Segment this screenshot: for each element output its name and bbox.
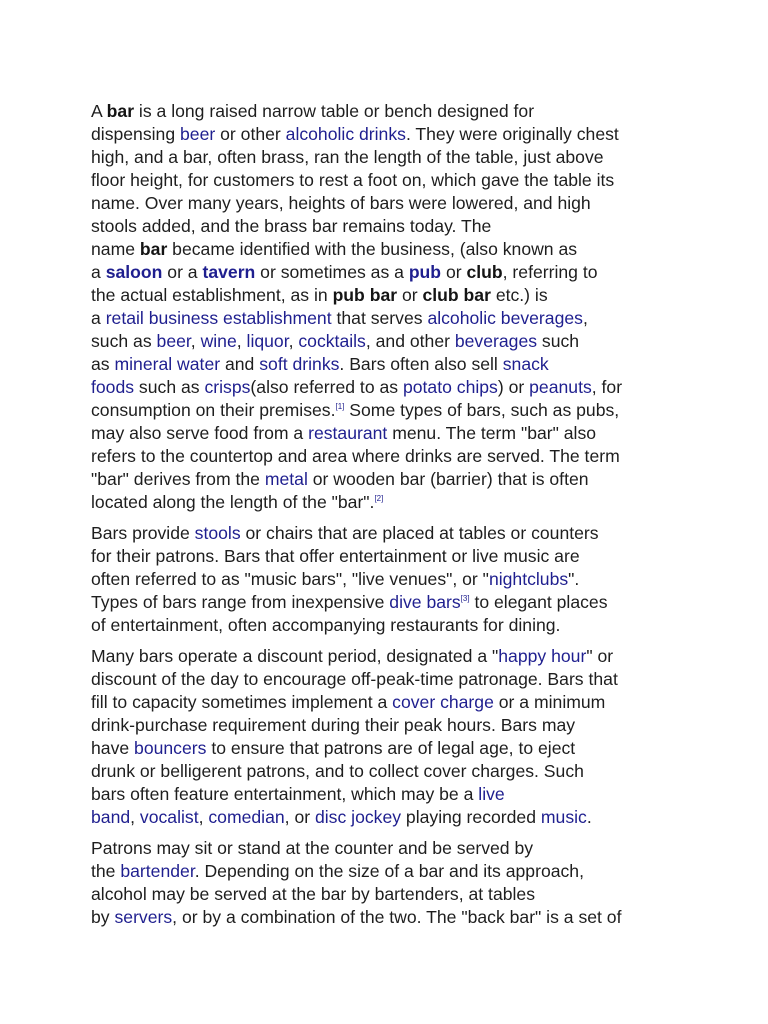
text-run: . — [586, 807, 592, 827]
bold-hyperlink[interactable]: saloon — [105, 262, 163, 282]
text-line — [91, 215, 691, 238]
hyperlink[interactable]: retail business establishment — [105, 308, 332, 328]
text-line — [91, 261, 691, 284]
text-run: a — [91, 262, 106, 282]
text-line — [91, 445, 691, 468]
text-line — [91, 806, 691, 829]
text-run: A — [91, 101, 107, 121]
bold-term: bar — [106, 101, 135, 121]
text-line — [91, 591, 691, 614]
text-run: Bars provide — [91, 523, 195, 543]
text-line — [91, 645, 691, 668]
hyperlink[interactable]: mineral water — [114, 354, 221, 374]
text-run: refers to the countertop and area where drinks are served. The term — [91, 446, 620, 466]
text-run: , — [288, 331, 299, 351]
text-run: to ensure that patrons are of legal age, to eject — [206, 738, 576, 758]
text-run: Some types of bars, such as pubs, — [344, 400, 620, 420]
text-run: Many bars operate a discount period, designated a " — [91, 646, 499, 666]
hyperlink[interactable]: potato chips — [402, 377, 498, 397]
text-run: alcohol may be served at the bar by bartenders, at tables — [91, 884, 536, 904]
text-run: , — [190, 331, 201, 351]
text-run: ) or — [497, 377, 530, 397]
text-run: became identified with the business, (also known as — [167, 239, 578, 259]
hyperlink[interactable]: bartender — [120, 861, 195, 881]
text-run: the actual establishment, as in — [91, 285, 333, 305]
text-run: ". — [568, 569, 580, 589]
citation-link[interactable]: [2] — [374, 494, 384, 503]
hyperlink[interactable]: alcoholic drinks — [285, 124, 406, 144]
text-run: playing recorded — [401, 807, 541, 827]
text-run: name — [91, 239, 140, 259]
text-line — [91, 146, 691, 169]
hyperlink[interactable]: metal — [264, 469, 308, 489]
text-run: often referred to as "music bars", "live venues", or " — [91, 569, 489, 589]
text-run: fill to capacity sometimes implement a — [91, 692, 393, 712]
text-line — [91, 330, 691, 353]
text-run: drunk or belligerent patrons, and to collect cover charges. Such — [91, 761, 584, 781]
hyperlink[interactable]: crisps — [204, 377, 251, 397]
text-run: or sometimes as a — [255, 262, 409, 282]
hyperlink[interactable]: alcoholic beverages — [427, 308, 583, 328]
text-run: to elegant places — [469, 592, 608, 612]
text-run: or a minimum — [493, 692, 606, 712]
text-run: . Bars often also sell — [339, 354, 503, 374]
text-line — [91, 760, 691, 783]
text-run: dispensing — [91, 124, 181, 144]
text-line — [91, 522, 691, 545]
text-run: , — [236, 331, 247, 351]
text-run: located along the length of the "bar". — [91, 492, 375, 512]
bold-hyperlink[interactable]: tavern — [202, 262, 256, 282]
hyperlink[interactable]: nightclubs — [488, 569, 569, 589]
bold-hyperlink[interactable]: pub — [408, 262, 442, 282]
text-run: of entertainment, often accompanying restaurants for dining. — [91, 615, 561, 635]
text-line — [91, 100, 691, 123]
paragraph — [91, 837, 691, 929]
text-run: or — [441, 262, 467, 282]
hyperlink[interactable]: beer — [156, 331, 191, 351]
text-run: and — [220, 354, 260, 374]
text-line — [91, 737, 691, 760]
text-line — [91, 422, 691, 445]
article-body — [91, 100, 691, 937]
text-run: . Depending on the size of a bar and its approach, — [194, 861, 584, 881]
text-run: name. Over many years, heights of bars were lowered, and high — [91, 193, 591, 213]
text-run: , referring to — [502, 262, 598, 282]
text-line — [91, 668, 691, 691]
hyperlink[interactable]: cover charge — [392, 692, 494, 712]
hyperlink[interactable]: beverages — [454, 331, 538, 351]
text-line — [91, 123, 691, 146]
text-run: may also serve food from a — [91, 423, 309, 443]
text-run: for their patrons. Bars that offer entertainment or live music are — [91, 546, 580, 566]
text-line — [91, 691, 691, 714]
text-run: drink-purchase requirement during their peak hours. Bars may — [91, 715, 576, 735]
text-run: , and other — [365, 331, 455, 351]
text-line — [91, 169, 691, 192]
hyperlink[interactable]: stools — [194, 523, 241, 543]
text-run: " or — [586, 646, 614, 666]
text-line — [91, 307, 691, 330]
text-run: or chairs that are placed at tables or counters — [240, 523, 599, 543]
hyperlink[interactable]: dive bars — [389, 592, 461, 612]
text-run: consumption on their premises. — [91, 400, 336, 420]
hyperlink[interactable]: liquor — [246, 331, 289, 351]
hyperlink[interactable]: foods — [91, 377, 135, 397]
text-run: is a long raised narrow table or bench designed for — [134, 101, 535, 121]
text-run: "bar" derives from the — [91, 469, 265, 489]
citation-link[interactable]: [1] — [335, 402, 345, 411]
text-run: such — [537, 331, 580, 351]
text-run: that serves — [331, 308, 428, 328]
hyperlink[interactable]: restaurant — [308, 423, 388, 443]
paragraph — [91, 645, 691, 829]
text-run: . They were originally chest — [405, 124, 619, 144]
text-run: menu. The term "bar" also — [387, 423, 597, 443]
text-run: , or — [284, 807, 315, 827]
paragraph — [91, 522, 691, 637]
text-run: high, and a bar, often brass, ran the length of the table, just above — [91, 147, 604, 167]
text-run: or a — [162, 262, 203, 282]
citation-link[interactable]: [3] — [460, 594, 470, 603]
text-run: have — [91, 738, 135, 758]
text-line — [91, 837, 691, 860]
text-line — [91, 568, 691, 591]
text-run: , — [130, 807, 140, 827]
hyperlink[interactable]: disc jockey — [314, 807, 402, 827]
text-run: such as — [91, 331, 157, 351]
text-run: , or by a combination of the two. The "back bar" is a set of — [172, 907, 622, 927]
text-run: , — [198, 807, 209, 827]
hyperlink[interactable]: comedian — [208, 807, 285, 827]
text-run: , for — [591, 377, 623, 397]
text-run: such as — [134, 377, 205, 397]
text-run: the — [91, 861, 121, 881]
text-line — [91, 468, 691, 491]
hyperlink[interactable]: cocktails — [298, 331, 366, 351]
text-run: etc.) is — [490, 285, 548, 305]
text-line — [91, 545, 691, 568]
text-run: (also referred to as — [250, 377, 403, 397]
text-line — [91, 860, 691, 883]
paragraph — [91, 100, 691, 514]
text-line — [91, 783, 691, 806]
hyperlink[interactable]: live — [478, 784, 505, 804]
text-line — [91, 376, 691, 399]
bold-term: club bar — [422, 285, 491, 305]
text-run: discount of the day to encourage off-peak-time patronage. Bars that — [91, 669, 618, 689]
text-run: floor height, for customers to rest a foot on, which gave the table its — [91, 170, 615, 190]
text-run: or wooden bar (barrier) that is often — [307, 469, 589, 489]
text-run: a — [91, 308, 106, 328]
text-line — [91, 238, 691, 261]
text-run: Patrons may sit or stand at the counter and be served by — [91, 838, 534, 858]
text-run: stools added, and the brass bar remains today. The — [91, 216, 492, 236]
hyperlink[interactable]: snack — [502, 354, 549, 374]
text-run: or other — [215, 124, 286, 144]
text-line — [91, 192, 691, 215]
hyperlink[interactable]: soft drinks — [259, 354, 340, 374]
hyperlink[interactable]: servers — [114, 907, 173, 927]
text-line — [91, 906, 691, 929]
hyperlink[interactable]: beer — [180, 124, 216, 144]
text-line — [91, 614, 691, 637]
hyperlink[interactable]: vocalist — [139, 807, 199, 827]
hyperlink[interactable]: music — [540, 807, 587, 827]
text-run: , — [582, 308, 588, 328]
text-line — [91, 399, 691, 422]
bold-term: club — [466, 262, 503, 282]
text-line — [91, 883, 691, 906]
text-run: as — [91, 354, 115, 374]
hyperlink[interactable]: wine — [200, 331, 237, 351]
bold-term: pub bar — [332, 285, 398, 305]
text-run: or — [397, 285, 423, 305]
text-line — [91, 714, 691, 737]
bold-term: bar — [139, 239, 168, 259]
hyperlink[interactable]: bouncers — [134, 738, 207, 758]
text-line — [91, 353, 691, 376]
text-run: Types of bars range from inexpensive — [91, 592, 390, 612]
hyperlink[interactable]: peanuts — [529, 377, 592, 397]
hyperlink[interactable]: band — [91, 807, 131, 827]
text-line — [91, 491, 691, 514]
hyperlink[interactable]: happy hour — [498, 646, 587, 666]
text-run: by — [91, 907, 115, 927]
text-line — [91, 284, 691, 307]
text-run: bars often feature entertainment, which may be a — [91, 784, 479, 804]
